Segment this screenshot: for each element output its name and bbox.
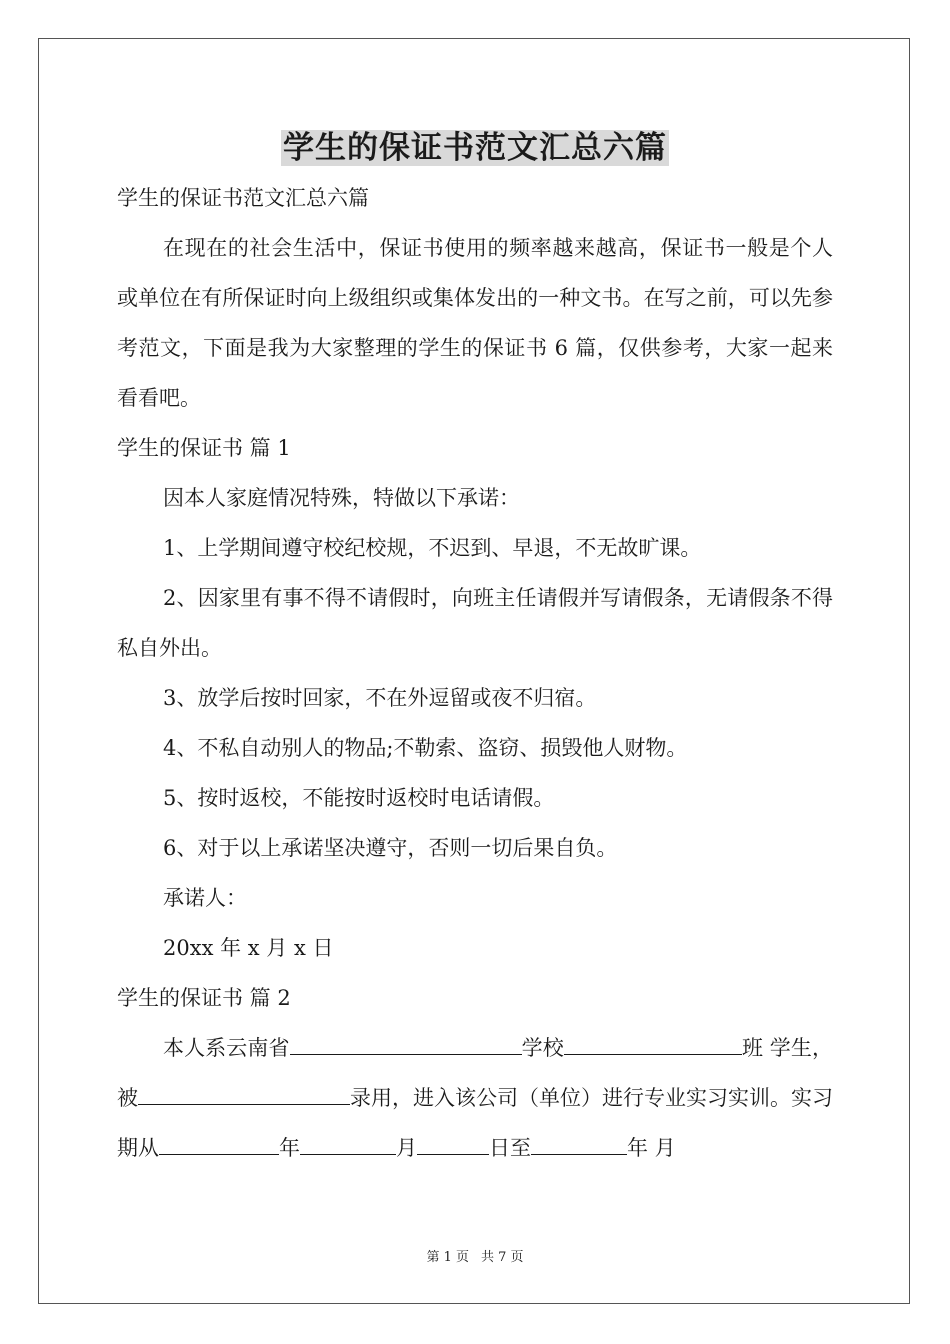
- form-text-end: 年 月: [627, 1136, 676, 1160]
- commitment-item-4: 4、不私自动别人的物品;不勒索、盗窃、损毁他人财物。: [163, 736, 688, 760]
- signature-date: 20xx 年 x 月 x 日: [163, 936, 334, 960]
- document-body: [117, 173, 833, 1173]
- section-heading-2: 学生的保证书 篇 2: [117, 986, 291, 1010]
- signer-label: 承诺人：: [163, 886, 247, 910]
- commitment-item-1: 1、上学期间遵守校纪校规，不迟到、早退，不无故旷课。: [163, 536, 702, 560]
- form-paragraph: [117, 1023, 833, 1173]
- form-text-month: 月: [396, 1136, 417, 1160]
- form-text-class: 班 学生，被: [117, 1036, 833, 1110]
- commitment-item-3: 3、放学后按时回家，不在外逗留或夜不归宿。: [163, 686, 597, 710]
- commitment-item-5: 5、按时返校，不能按时返校时电话请假。: [163, 786, 555, 810]
- section-heading-1: 学生的保证书 篇 1: [117, 436, 291, 460]
- blank-line-start-day: [417, 1134, 489, 1155]
- blank-line-province: [290, 1034, 522, 1055]
- commitment-item-2: 2、因家里有事不得不请假时，向班主任请假并写请假条，无请假条不得私自外出。: [117, 586, 833, 660]
- blank-line-start-month: [300, 1134, 396, 1155]
- blank-line-end-year: [531, 1134, 627, 1155]
- title-text: 学生的保证书范文汇总六篇: [283, 130, 667, 166]
- form-text-internship: 录用，进入该公司（单位）进行专业实习实训。实习期从: [117, 1086, 833, 1160]
- blank-line-school: [564, 1034, 742, 1055]
- form-text-province: 本人系云南省: [163, 1036, 290, 1060]
- intro-paragraph: 在现在的社会生活中，保证书使用的频率越来越高，保证书一般是个人或单位在有所保证时向上级组织或集体发出的一种文书。在写之前，可以先参考范文，下面是我为大家整理的学生的保证书 6 篇，仅供参考，大家一起来看看吧。: [117, 236, 833, 410]
- page-number: 第 1 页: [426, 1250, 469, 1265]
- subtitle-line: 学生的保证书范文汇总六篇: [117, 186, 369, 210]
- commitment-item-6: 6、对于以上承诺坚决遵守，否则一切后果自负。: [163, 836, 618, 860]
- page-total: 共 7 页: [481, 1250, 524, 1265]
- form-text-school: 学校: [521, 1036, 564, 1060]
- blank-line-company: [138, 1084, 350, 1105]
- commitment-intro: 因本人家庭情况特殊，特做以下承诺：: [163, 486, 520, 510]
- form-text-year: 年: [279, 1136, 300, 1160]
- blank-line-start-year: [159, 1134, 279, 1155]
- form-text-day-to: 日至: [489, 1136, 531, 1160]
- document-title: [0, 126, 950, 170]
- page-footer: [0, 1246, 950, 1265]
